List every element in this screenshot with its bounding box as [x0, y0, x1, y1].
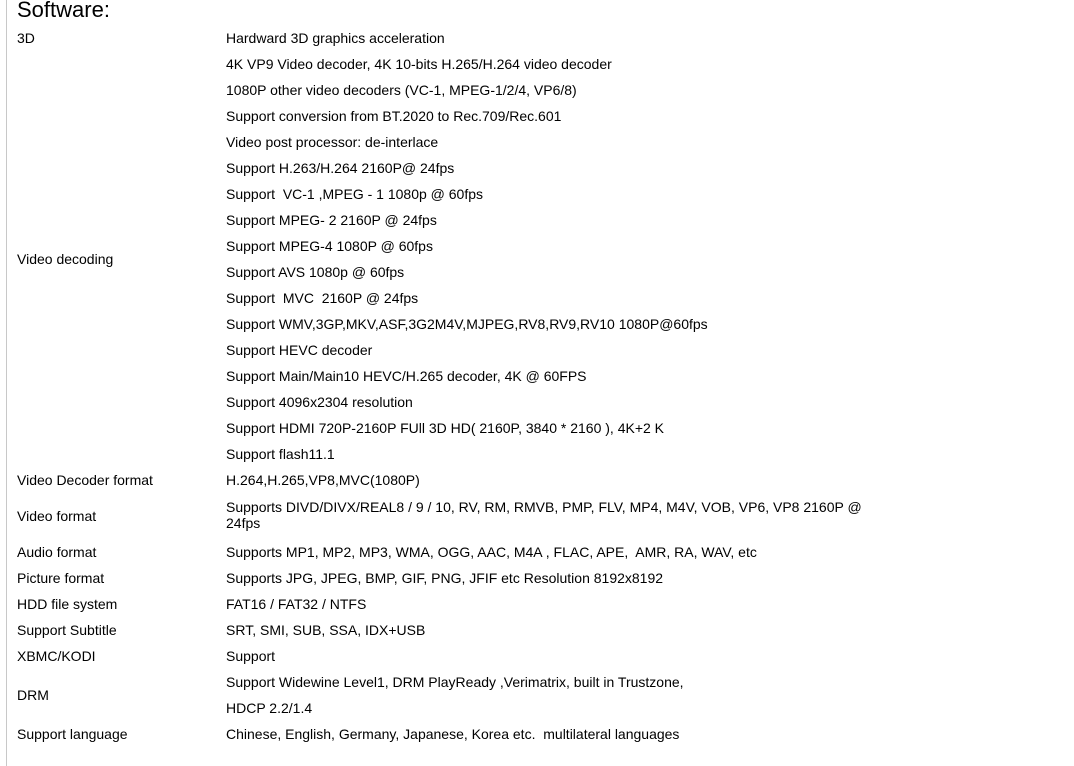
spec-value: Support Main/Main10 HEVC/H.265 decoder, 4K @ 60FPS [226, 368, 587, 384]
spec-label: 3D [17, 30, 35, 46]
spec-value: Support flash11.1 [226, 446, 335, 462]
spec-value: Support 4096x2304 resolution [226, 394, 413, 410]
spec-label: Support language [17, 726, 128, 742]
spec-value: Supports DIVD/DIVX/REAL8 / 9 / 10, RV, RM, RMVB, PMP, FLV, MP4, M4V, VOB, VP6, VP8 2160P @ 24fps [226, 499, 862, 531]
spec-values [226, 721, 866, 747]
spec-value: 1080P other video decoders (VC-1, MPEG-1/2/4, VP6/8) [226, 82, 577, 98]
spec-value: Support [226, 648, 276, 664]
spec-row [0, 539, 1074, 565]
spec-value: Supports JPG, JPEG, BMP, GIF, PNG, JFIF etc Resolution 8192x8192 [226, 570, 664, 586]
spec-row [0, 493, 1074, 539]
spec-values [226, 539, 866, 565]
spec-value: Support MVC 2160P @ 24fps [226, 290, 419, 306]
spec-value: Support VC-1 ,MPEG - 1 1080p @ 60fps [226, 186, 484, 202]
spec-values [226, 565, 866, 591]
spec-value: 4K VP9 Video decoder, 4K 10-bits H.265/H.264 video decoder [226, 56, 612, 72]
spec-values [226, 617, 866, 643]
spec-label: Video decoding [17, 251, 114, 267]
spec-label: XBMC/KODI [17, 648, 96, 664]
spec-values [226, 25, 866, 51]
spec-value: Video post processor: de-interlace [226, 134, 439, 150]
spec-label: DRM [17, 687, 49, 703]
spec-value: HDCP 2.2/1.4 [226, 700, 313, 716]
software-spec-table [0, 25, 1074, 747]
spec-values [226, 51, 866, 467]
spec-value: Chinese, English, Germany, Japanese, Korea etc. multilateral languages [226, 726, 680, 742]
spec-values [226, 493, 866, 539]
spec-label: Video format [17, 508, 97, 524]
spec-value: Support HDMI 720P-2160P FUll 3D HD( 2160P, 3840 * 2160 ), 4K+2 K [226, 420, 665, 436]
spec-row [0, 25, 1074, 51]
spec-row [0, 617, 1074, 643]
spec-label: Audio format [17, 544, 97, 560]
spec-value: Support H.263/H.264 2160P@ 24fps [226, 160, 455, 176]
spec-value: H.264,H.265,VP8,MVC(1080P) [226, 472, 420, 488]
spec-row [0, 565, 1074, 591]
spec-values [226, 643, 866, 669]
spec-label: HDD file system [17, 596, 118, 612]
section-title: Software: [17, 0, 110, 22]
spec-values [226, 467, 866, 493]
spec-value: Supports MP1, MP2, MP3, WMA, OGG, AAC, M4A , FLAC, APE, AMR, RA, WAV, etc [226, 544, 757, 560]
spec-value: Support AVS 1080p @ 60fps [226, 264, 405, 280]
spec-value: Support HEVC decoder [226, 342, 373, 358]
spec-values [226, 669, 866, 721]
spec-label: Picture format [17, 570, 105, 586]
spec-label: Video Decoder format [17, 472, 153, 488]
spec-row [0, 721, 1074, 747]
spec-values [226, 591, 866, 617]
spec-row [0, 591, 1074, 617]
spec-value: SRT, SMI, SUB, SSA, IDX+USB [226, 622, 426, 638]
spec-row [0, 51, 1074, 467]
spec-row [0, 467, 1074, 493]
spec-row [0, 669, 1074, 721]
spec-row [0, 643, 1074, 669]
spec-value: Hardward 3D graphics acceleration [226, 30, 445, 46]
spec-value: FAT16 / FAT32 / NTFS [226, 596, 367, 612]
spec-value: Support WMV,3GP,MKV,ASF,3G2M4V,MJPEG,RV8,RV9,RV10 1080P@60fps [226, 316, 708, 332]
spec-value: Support MPEG-4 1080P @ 60fps [226, 238, 433, 254]
spec-value: Support Widewine Level1, DRM PlayReady ,Verimatrix, built in Trustzone, [226, 674, 684, 690]
spec-value: Support MPEG- 2 2160P @ 24fps [226, 212, 437, 228]
spec-value: Support conversion from BT.2020 to Rec.709/Rec.601 [226, 108, 562, 124]
spec-label: Support Subtitle [17, 622, 117, 638]
